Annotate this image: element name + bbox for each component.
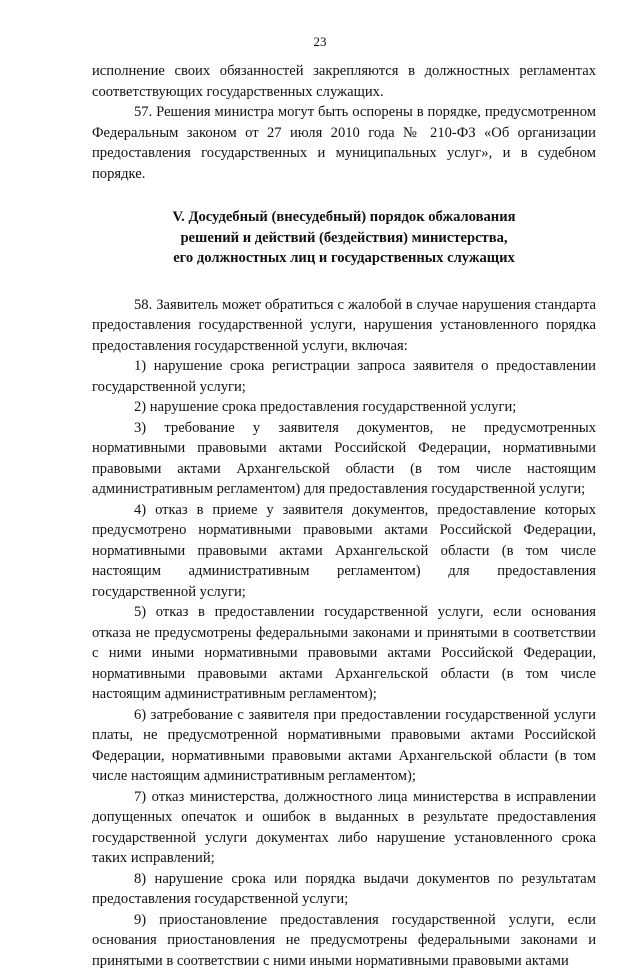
list-item-6: 6) затребование с заявителя при предоставлении государственной услуги платы, не предусмотренной нормативными правовыми актами Российской Федерации, нормативными правовыми актами Архангельской области (в том числе настоящим административным регламентом); — [92, 705, 596, 787]
document-body — [92, 61, 596, 971]
list-item-2: 2) нарушение срока предоставления государственной услуги; — [92, 397, 596, 418]
section-heading-line-1: V. Досудебный (внесудебный) порядок обжалования — [92, 207, 596, 228]
paragraph-57: 57. Решения министра могут быть оспорены в порядке, предусмотренном Федеральным законом от 27 июля 2010 года № 210-ФЗ «Об организации предоставления государственных и муниципальных услуг», и в судебном порядке. — [92, 102, 596, 184]
list-item-9: 9) приостановление предоставления государственной услуги, если основания приостановления не предусмотрены федеральными законами и принятыми в соответствии с ними иными нормативными правовыми актами — [92, 910, 596, 971]
list-item-7: 7) отказ министерства, должностного лица министерства в исправлении допущенных опечаток и ошибок в выданных в результате предоставления государственной услуги документах либо нарушение установленного срока таких исправлений; — [92, 787, 596, 869]
list-item-5: 5) отказ в предоставлении государственной услуги, если основания отказа не предусмотрены федеральными законами и принятыми в соответствии с ними иными нормативными правовыми актами Российской Федерации, нормативными правовыми актами Архангельской области (в том числе настоящим административным регламентом); — [92, 602, 596, 705]
list-item-8: 8) нарушение срока или порядка выдачи документов по результатам предоставления государственной услуги; — [92, 869, 596, 910]
paragraph-58: 58. Заявитель может обратиться с жалобой в случае нарушения стандарта предоставления государственной услуги, нарушения установленного порядка предоставления государственной услуги, включая: — [92, 295, 596, 357]
list-item-3: 3) требование у заявителя документов, не предусмотренных нормативными правовыми актами Российской Федерации, нормативными правовыми актами Архангельской области (в том числе настоящим административным регламентом) для предоставления государственной услуги; — [92, 418, 596, 500]
list-item-4: 4) отказ в приеме у заявителя документов, предоставление которых предусмотрено нормативными правовыми актами Российской Федерации, нормативными правовыми актами Архангельской области (в том числе настоящим административным регламентом) для предоставления государственной услуги; — [92, 500, 596, 603]
list-item-1: 1) нарушение срока регистрации запроса заявителя о предоставлении государственной услуги; — [92, 356, 596, 397]
section-heading — [92, 207, 596, 269]
section-heading-line-2: решений и действий (бездействия) министерства, — [92, 228, 596, 249]
page-number: 23 — [0, 34, 640, 50]
section-heading-line-3: его должностных лиц и государственных служащих — [92, 248, 596, 269]
paragraph-continuation: исполнение своих обязанностей закрепляются в должностных регламентах соответствующих государственных служащих. — [92, 61, 596, 102]
